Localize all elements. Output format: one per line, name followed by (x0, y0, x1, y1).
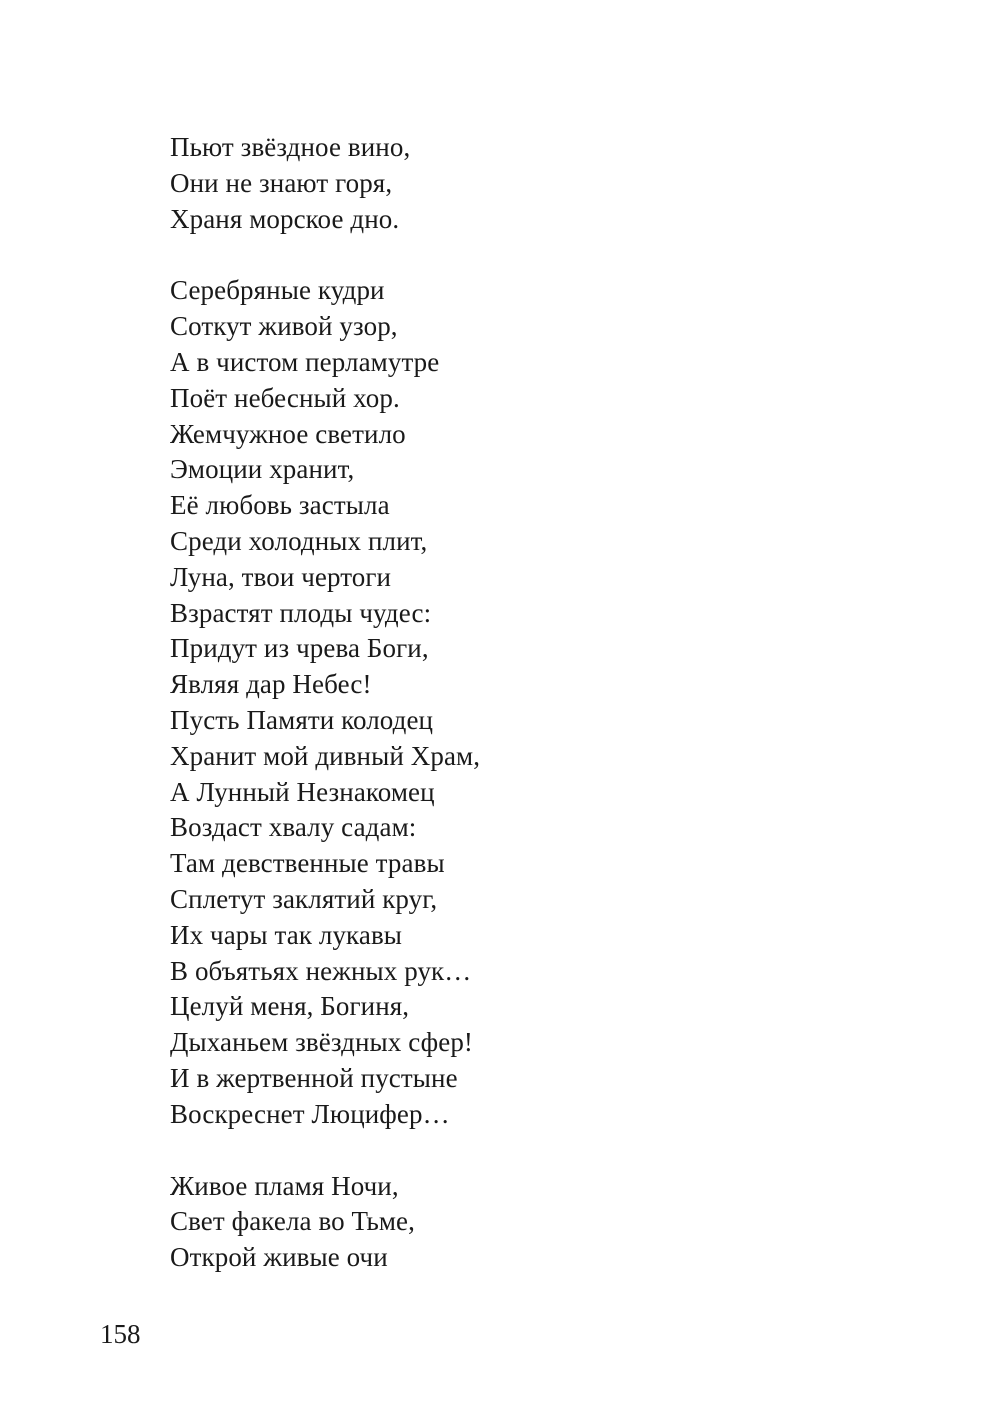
stanza-break (170, 237, 870, 273)
poem-line: Живое пламя Ночи, (170, 1170, 399, 1201)
poem-line: Там девственные травы (170, 848, 445, 879)
poem-line: Их чары так лукавы (170, 919, 403, 950)
stanza-1 (170, 130, 870, 237)
poem-line: Серебряные кудри (170, 275, 385, 306)
poem-line: Среди холодных плит, (170, 525, 428, 556)
poem-line: Соткут живой узор, (170, 311, 398, 342)
poem-line: Целуй меня, Богиня, (170, 991, 410, 1022)
poem-line: Эмоции хранит, (170, 454, 355, 485)
poem-line: А Лунный Незнакомец (170, 776, 435, 807)
poem-line: Воскреснет Люцифер… (170, 1098, 450, 1129)
poem-line: Открой живые очи (170, 1242, 388, 1273)
poem-line: Свет факела во Тьме, (170, 1206, 415, 1237)
poem-line: А в чистом перламутре (170, 346, 440, 377)
poem-line: Они не знают горя, (170, 167, 393, 198)
poem-text (170, 130, 870, 1276)
poem-line: Пьют звёздное вино, (170, 132, 411, 162)
stanza-break (170, 1133, 870, 1169)
poem-line: Сплетут заклятий круг, (170, 883, 438, 914)
poem-line: Поёт небесный хор. (170, 382, 400, 413)
page-number: 158 (100, 1319, 141, 1349)
poem-line: Хранит мой дивный Храм, (170, 740, 481, 771)
poem-line: Её любовь застыла (170, 490, 390, 521)
stanza-2 (170, 273, 870, 1132)
poem-line: Воздаст хвалу садам: (170, 812, 417, 843)
poem-line: Пусть Памяти колодец (170, 704, 434, 735)
stanza-3 (170, 1169, 870, 1276)
poem-line: В объятьях нежных рук… (170, 955, 472, 986)
poem-line: Являя дар Небес! (170, 669, 372, 700)
poem-line: Дыханьем звёздных сфер! (170, 1027, 474, 1058)
poem-line: Жемчужное светило (170, 418, 406, 449)
poem-line: Взрастят плоды чудес: (170, 597, 432, 628)
poem-line: Придут из чрева Боги, (170, 633, 429, 664)
poem-line: Луна, твои чертоги (170, 561, 392, 592)
poem-line: Храня морское дно. (170, 203, 400, 234)
poem-line: И в жертвенной пустыне (170, 1062, 458, 1093)
